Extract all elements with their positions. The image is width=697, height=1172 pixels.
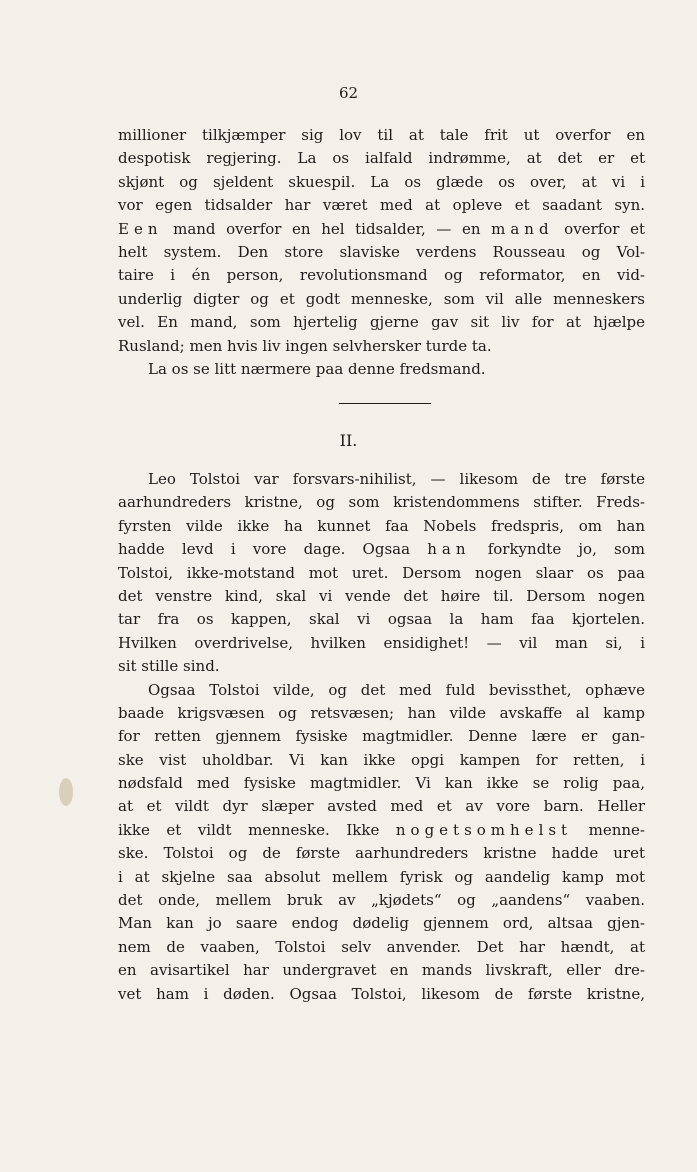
spaced-emphasis: han: [427, 540, 471, 559]
text-line: [118, 218, 645, 241]
text-line: despotisk regjering. La os ialfald indrømme, at det er et: [118, 149, 645, 168]
text-line: baade krigsvæsen og retsvæsen; han vilde avskaffe al kamp: [118, 703, 645, 722]
paragraph-section-2: [118, 468, 645, 1006]
text-line: nødsfald med fysiske magtmidler. Vi kan ikke se rolig paa,: [118, 774, 645, 793]
text-line: i at skjelne saa absolut mellem fyrisk og aandelig kamp mot: [118, 867, 645, 886]
section-divider: [339, 403, 431, 404]
text-line: skjønt og sjeldent skuespil. La os glæde os over, at vi i: [118, 172, 645, 191]
text-line: en avisartikel har undergravet en mands livskraft, eller dre-: [118, 961, 645, 980]
text-segment: mand overfor en hel tidsalder, — en: [162, 219, 492, 238]
text-segment: ikke et vildt menneske. Ikke: [118, 820, 396, 839]
text-line: Man kan jo saare endog dødelig gjennem ord, altsaa gjen-: [118, 914, 645, 933]
text-line: Ogsaa Tolstoi vilde, og det med fuld bevissthet, ophæve: [148, 680, 645, 699]
text-line: helt system. Den store slaviske verdens Rousseau og Vol-: [118, 242, 645, 261]
text-line: ske. Tolstoi og de første aarhundreders kristne hadde uret: [118, 844, 645, 863]
text-line: sit stille sind.: [118, 657, 220, 676]
text-line: Hvilken overdrivelse, hvilken ensidighet! — vil man si, i: [118, 633, 645, 652]
text-segment: forkyndte jo, som: [470, 540, 645, 559]
spaced-emphasis: nogetsomhelst: [395, 820, 573, 839]
text-line: nem de vaaben, Tolstoi selv anvender. Det har hændt, at: [118, 937, 645, 956]
text-line: underlig digter og et godt menneske, som vil alle menneskers: [118, 289, 645, 308]
text-line: Rusland; men hvis liv ingen selvhersker turde ta.: [118, 336, 492, 355]
text-line: Leo Tolstoi var forsvars-nihilist, — likesom de tre første: [148, 470, 645, 488]
text-line: for retten gjennem fysiske magtmidler. Denne lære er gan-: [118, 727, 645, 746]
spaced-emphasis: mand: [491, 219, 554, 238]
paragraph-intro: [118, 124, 645, 381]
text-line: La os se litt nærmere paa denne fredsmand.: [148, 359, 486, 378]
text-line: vor egen tidsalder har været med at opleve et saadant syn.: [118, 196, 645, 215]
section-heading: II.: [339, 431, 358, 450]
text-line: Tolstoi, ikke-motstand mot uret. Dersom nogen slaar os paa: [118, 563, 645, 582]
text-line: tar fra os kappen, skal vi ogsaa la ham faa kjortelen.: [118, 610, 645, 629]
text-line: fyrsten vilde ikke ha kunnet faa Nobels fredspris, om han: [118, 516, 645, 535]
text-line: vet ham i døden. Ogsaa Tolstoi, likesom de første kristne,: [118, 984, 645, 1003]
text-line: taire i én person, revolutionsmand og reformator, en vid-: [118, 266, 645, 285]
text-line: vel. En mand, som hjertelig gjerne gav sit liv for at hjælpe: [118, 313, 645, 332]
text-line: [118, 819, 645, 842]
text-line: [118, 538, 645, 561]
text-line: millioner tilkjæmper sig lov til at tale frit ut overfor en: [118, 126, 645, 144]
paper-stain: [59, 778, 73, 806]
text-line: det venstre kind, skal vi vende det høire til. Dersom nogen: [118, 586, 645, 605]
text-line: at et vildt dyr slæper avsted med et av vore barn. Heller: [118, 797, 645, 816]
spaced-emphasis: Een: [118, 219, 163, 238]
text-segment: hadde levd i vore dage. Ogsaa: [118, 540, 428, 559]
text-segment: overfor et: [553, 219, 645, 238]
page-number: 62: [338, 84, 359, 102]
text-line: det onde, mellem bruk av „kjødets“ og „aandens“ vaaben.: [118, 891, 645, 910]
text-line: aarhundreders kristne, og som kristendommens stifter. Freds-: [118, 493, 645, 512]
text-segment: menne-: [572, 820, 645, 839]
text-line: ske vist uholdbar. Vi kan ikke opgi kampen for retten, i: [118, 750, 645, 769]
